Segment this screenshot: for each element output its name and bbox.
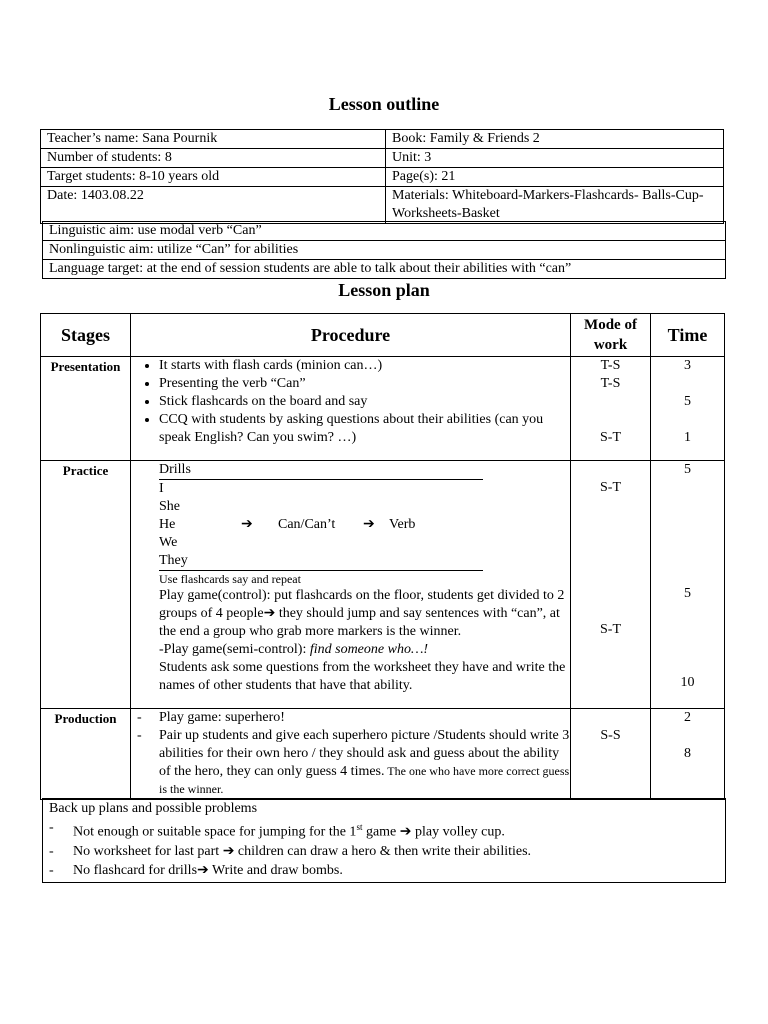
pronoun: He: [159, 517, 176, 532]
materials: Materials: Whiteboard-Markers-Flashcards- Balls-Cup-Worksheets-Basket: [386, 187, 724, 224]
verb-label: Verb: [389, 517, 416, 532]
dash: -: [49, 843, 54, 859]
backup-text: game: [362, 824, 400, 840]
aims-table: [42, 221, 726, 279]
unit: Unit: 3: [386, 149, 724, 168]
list-item: • It starts with flash cards (minion can…): [159, 357, 570, 375]
pronoun: She: [159, 499, 180, 514]
flashcard-note: Use flashcards say and repeat: [159, 572, 301, 586]
backup-plans: [42, 798, 726, 883]
header-procedure: Procedure: [131, 314, 571, 357]
date: Date: 1403.08.22: [41, 187, 386, 224]
game-semi-text: Students ask some questions from the worksheet they have and write the names of other students that have that ability.: [159, 660, 566, 693]
backup-text: children can draw a hero & then write their abilities.: [234, 843, 532, 859]
production-list: [131, 709, 570, 799]
game-semi-control: [159, 641, 566, 659]
drill-table: [159, 480, 483, 571]
mode-value: T-S: [600, 376, 621, 391]
number-of-students: Number of students: 8: [41, 149, 386, 168]
game-semi-title: find someone who…!: [309, 642, 429, 657]
can-cant: Can/Can’t: [278, 517, 336, 532]
backup-text: play volley cup.: [411, 824, 505, 840]
mode-value: S-T: [600, 622, 621, 637]
game-control-text-2: they should jump and say sentences with “can”, at the end a group who grab more markers is the winner.: [159, 606, 560, 639]
target-students: Target students: 8-10 years old: [41, 168, 386, 187]
time-value: 8: [684, 746, 691, 761]
list-item: - Play game: superhero!: [131, 709, 570, 727]
backup-text: Write and draw bombs.: [208, 862, 343, 878]
pronoun: I: [159, 481, 164, 496]
language-target: Language target: at the end of session students are able to talk about their abilities with “can”: [43, 260, 726, 279]
lesson-plan-table: [40, 313, 725, 800]
header-mode: Mode of work: [571, 314, 651, 357]
time-value: 5: [684, 394, 691, 409]
time-value: 3: [684, 358, 691, 373]
arrow-icon: ➔: [197, 862, 209, 878]
linguistic-aim: Linguistic aim: use modal verb “Can”: [43, 222, 726, 241]
book-name: Book: Family & Friends 2: [386, 130, 724, 149]
drills-label: Drills: [159, 461, 483, 480]
mode-value: T-S: [600, 358, 621, 373]
backup-line: [49, 818, 719, 842]
game-control: [159, 587, 566, 641]
arrow-icon: ➔: [241, 517, 253, 532]
dash: -: [49, 862, 54, 878]
time-value: 5: [684, 586, 691, 601]
teacher-name: Teacher’s name: Sana Pournik: [41, 130, 386, 149]
backup-line: [49, 842, 719, 861]
nonlinguistic-aim: Nonlinguistic aim: utilize “Can” for abilities: [43, 241, 726, 260]
time-value: 2: [684, 710, 691, 725]
presentation-list: [131, 357, 570, 447]
mode-value: S-T: [600, 430, 621, 445]
stage-production: Production: [41, 709, 131, 800]
stage-presentation: Presentation: [41, 357, 131, 461]
arrow-icon: ➔: [399, 824, 412, 840]
backup-text: No flashcard for drills: [73, 862, 198, 878]
time-value: 1: [684, 430, 691, 445]
pronoun: They: [159, 553, 188, 568]
header-time: Time: [651, 314, 725, 357]
backup-text: Not enough or suitable space for jumping for the 1: [73, 824, 357, 840]
game-semi-label: -Play game(semi-control):: [159, 642, 310, 657]
plan-title: Lesson plan: [338, 280, 430, 300]
backup-text: No worksheet for last part: [73, 843, 223, 859]
production-text-small: The one who have more correct guess is the winner.: [159, 764, 570, 796]
arrow-icon: ➔: [222, 843, 235, 859]
practice-row: [41, 461, 725, 709]
time-value: 5: [684, 462, 691, 477]
outline-title: Lesson outline: [328, 94, 440, 114]
game-control-text: Play game(control): put flashcards on the floor, students get divided to 2 groups of 4 people: [159, 588, 565, 621]
list-item: • Presenting the verb “Can”: [159, 375, 570, 393]
production-text: Pair up students and give each superhero picture /Students should write 3 abilities for their own hero / they should ask and guess about the ability of the hero, they can only guess 4 times.: [159, 728, 570, 779]
stage-practice: Practice: [41, 461, 131, 709]
presentation-row: [41, 357, 725, 461]
dash: -: [49, 820, 54, 835]
pronoun: We: [159, 535, 178, 550]
list-item: • Stick flashcards on the board and say: [159, 393, 570, 411]
mode-value: S-S: [600, 728, 621, 743]
list-item: [131, 727, 570, 799]
backup-line: [49, 861, 719, 880]
arrow-icon: ➔: [263, 606, 276, 621]
pages: Page(s): 21: [386, 168, 724, 187]
header-stages: Stages: [41, 314, 131, 357]
mode-value: S-T: [600, 480, 621, 495]
list-item: • CCQ with students by asking questions about their abilities (can you speak English? Can you swim? …): [159, 411, 570, 447]
time-value: 10: [680, 675, 695, 690]
backup-title: Back up plans and possible problems: [49, 801, 258, 816]
production-row: [41, 709, 725, 800]
superscript: st: [356, 822, 363, 832]
outline-table: [40, 129, 724, 224]
arrow-icon: ➔: [363, 517, 375, 532]
